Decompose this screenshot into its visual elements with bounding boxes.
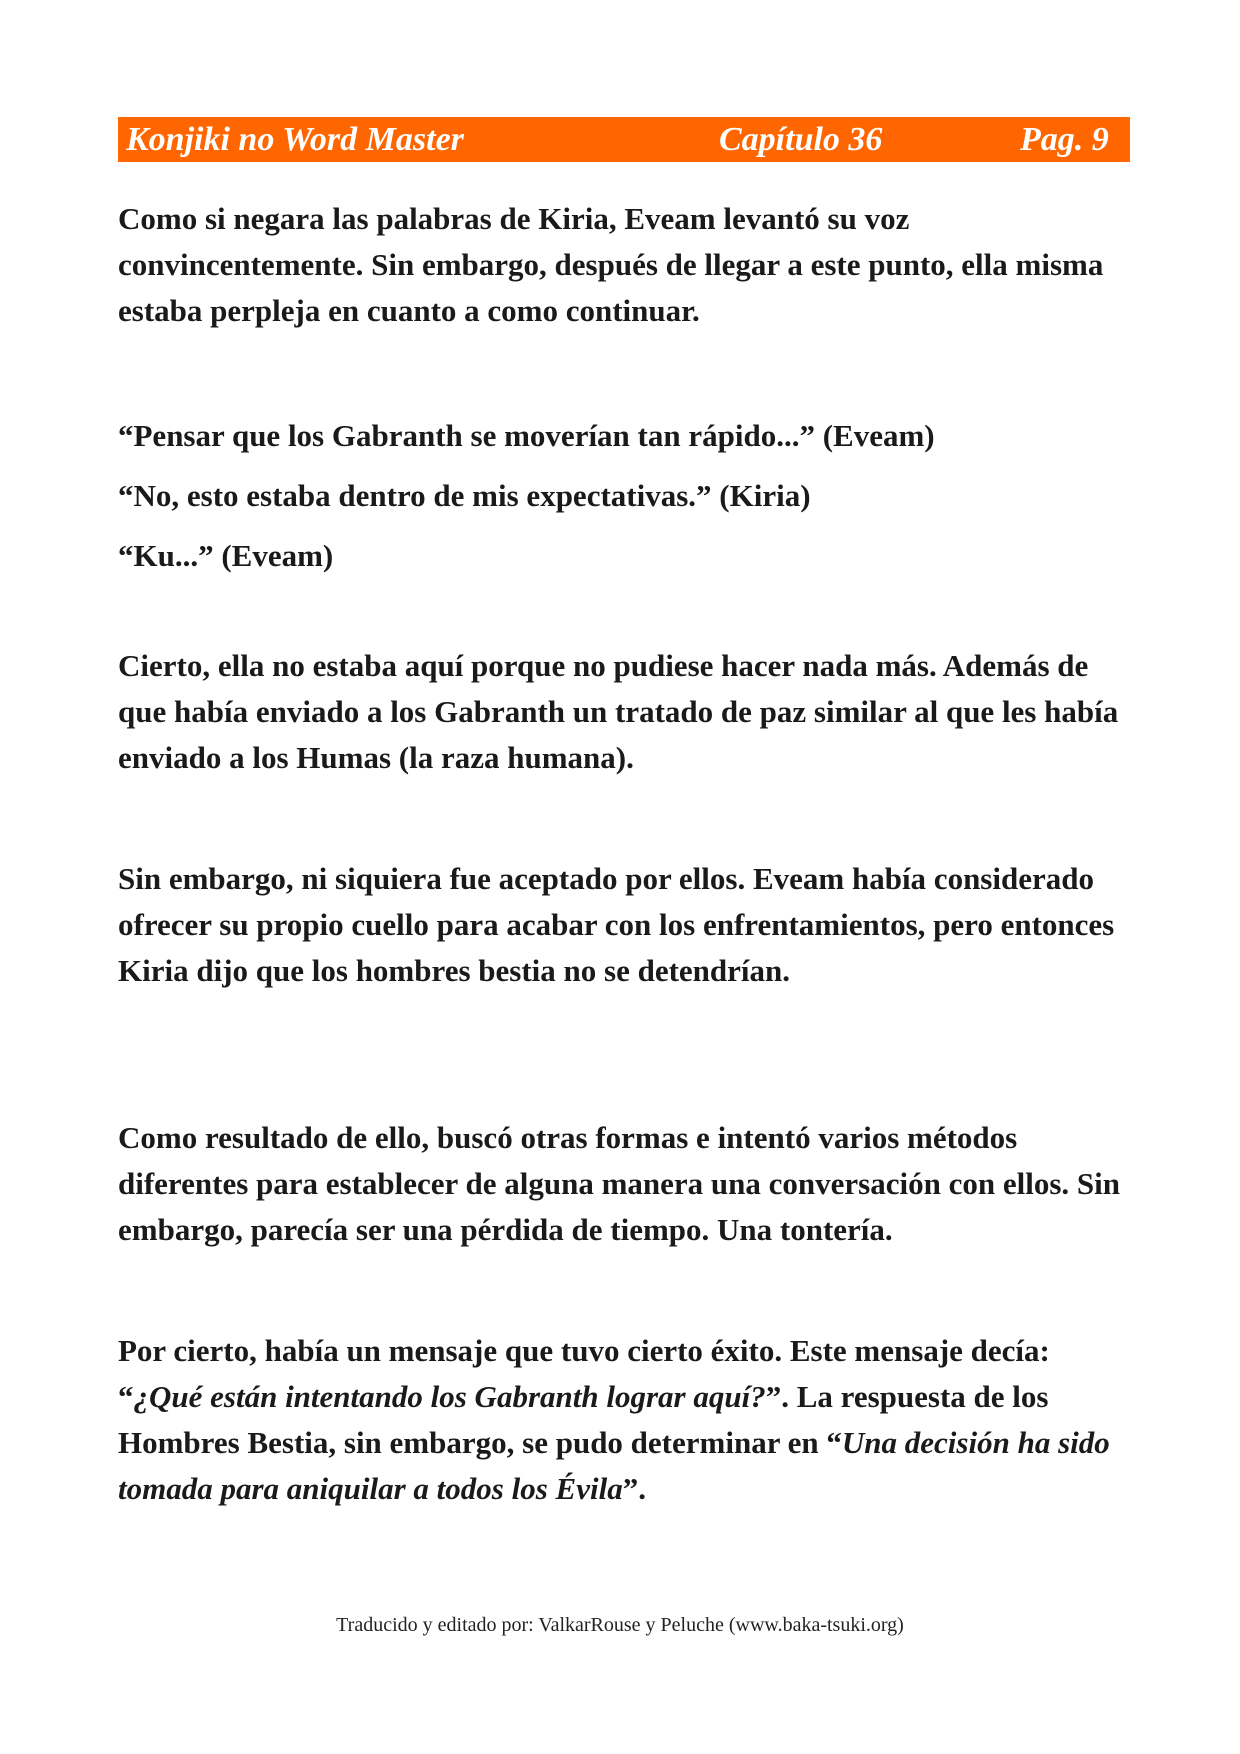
paragraph-6-quote-b: Una decisión ha sido tomada para aniquilar a todos los Évila bbox=[118, 1425, 1110, 1506]
paragraph-6-text-a: Por cierto, había un mensaje que tuvo cierto éxito. Este mensaje decía: “ bbox=[118, 1333, 1050, 1414]
chapter-label: Capítulo 36 bbox=[719, 121, 883, 158]
page-footer: Traducido y editado por: ValkarRouse y Peluche (www.baka-tsuki.org) bbox=[336, 1614, 904, 1636]
dialogue-line-2: “No, esto estaba dentro de mis expectativas.” (Kiria) bbox=[118, 478, 811, 513]
paragraph-1: Como si negara las palabras de Kiria, Eveam levantó su voz convincentemente. Sin embargo, después de llegar a este punto, ella misma estaba perpleja en cuanto a como continuar. bbox=[118, 201, 1104, 328]
paragraph-6 bbox=[118, 1328, 1130, 1512]
paragraph-6-quote-a: ¿Qué están intentando los Gabranth lograr aquí? bbox=[133, 1379, 766, 1414]
paragraph-3: Cierto, ella no estaba aquí porque no pudiese hacer nada más. Además de que había enviado a los Gabranth un tratado de paz similar al que les había enviado a los Humas (la raza humana). bbox=[118, 648, 1119, 775]
page-header bbox=[118, 117, 1130, 162]
book-title: Konjiki no Word Master bbox=[126, 121, 464, 158]
page-number: Pag. 9 bbox=[1020, 121, 1109, 158]
paragraph-5: Como resultado de ello, buscó otras formas e intentó varios métodos diferentes para establecer de alguna manera una conversación con ellos. Sin embargo, parecía ser una pérdida de tiempo. Una tontería. bbox=[118, 1120, 1121, 1247]
paragraph-4: Sin embargo, ni siquiera fue aceptado por ellos. Eveam había considerado ofrecer su propio cuello para acabar con los enfrentamientos, pero entonces Kiria dijo que los hombres bestia no se detendrían. bbox=[118, 861, 1115, 988]
paragraph-6-text-c: ”. bbox=[622, 1471, 646, 1506]
dialogue-line-3: “Ku...” (Eveam) bbox=[118, 538, 334, 573]
dialogue-line-1: “Pensar que los Gabranth se moverían tan rápido...” (Eveam) bbox=[118, 418, 935, 453]
paragraph-6-text-b: ”. La respuesta de los Hombres Bestia, sin embargo, se pudo determinar en “ bbox=[118, 1379, 1049, 1460]
